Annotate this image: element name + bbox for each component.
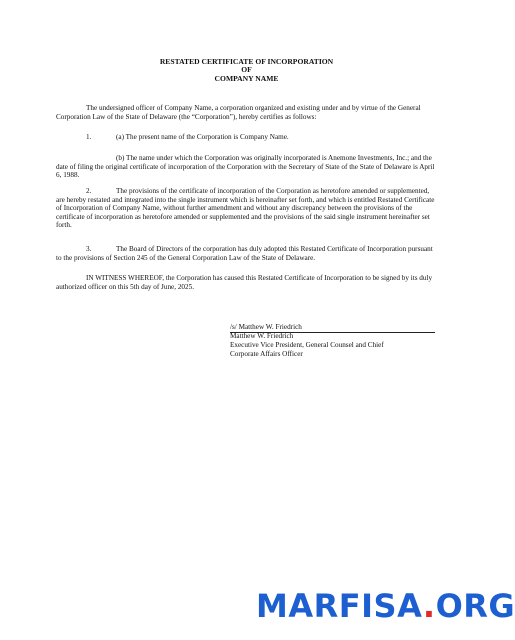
witness-text: IN WITNESS WHEREOF, the Corporation has caused this Restated Certificate of Incorporation to be signed by its duly authorized officer on this 5th day of June, 2025. [56,274,433,291]
signatory-name: Matthew W. Friedrich [230,332,294,340]
paragraph-3 [56,245,436,262]
paragraph-1a [56,133,436,142]
document-title: RESTATED CERTIFICATE OF INCORPORATION [159,57,334,66]
paragraph-1b-text: (b) The name under which the Corporation was originally incorporated is Anemone Investments, Inc.; and the date of filing the original certificate of incorporation of the Corporation with the Secretary of State of the State of Delaware is April 6, 1988. [56,154,435,180]
document-title-of: OF [241,65,252,74]
marfisa-watermark-logo [256,586,515,626]
watermark-part1: MARFISA [256,587,423,625]
intro-paragraph [56,104,436,121]
paragraph-3-text: The Board of Directors of the corporation has duly adopted this Restated Certificate of Incorporation pursuant to the provisions of Section 245 of the General Corporation Law of the State of Delaware. [56,245,433,262]
paragraph-2-text: The provisions of the certificate of incorporation of the Corporation as heretofore amended or supplemented, are hereby restated and integrated into the single instrument which is hereinafter set forth, and which is entitled Restated Certificate of Incorporation of Company Name, without further amendment and without any discrepancy between the provisions of the certificate of incorporation as heretofore amended or supplemented and the provisions of the said single instrument hereinafter set forth. [56,187,435,230]
signatory-title-line1: Executive Vice President, General Counsel and Chief [230,341,384,349]
watermark-dot: . [422,587,436,625]
paragraph-1b [56,154,436,180]
watermark-part2: ORG [435,587,515,625]
paragraph-2-number: 2. [86,187,92,195]
signatory-title-line2: Corporate Affairs Officer [230,350,303,358]
document-company-name: COMPANY NAME [214,74,279,83]
signature-line: /s/ Matthew W. Friedrich [230,323,435,333]
paragraph-1-number: 1. [86,133,92,141]
paragraph-2 [56,187,436,230]
witness-paragraph [56,274,436,291]
paragraph-1a-text: (a) The present name of the Corporation is Company Name. [116,133,289,141]
paragraph-3-number: 3. [86,245,92,253]
intro-text: The undersigned officer of Company Name, a corporation organized and existing under and by virtue of the General Corporation Law of the State of Delaware (the “Corporation”), hereby certifies as follows: [56,104,421,121]
